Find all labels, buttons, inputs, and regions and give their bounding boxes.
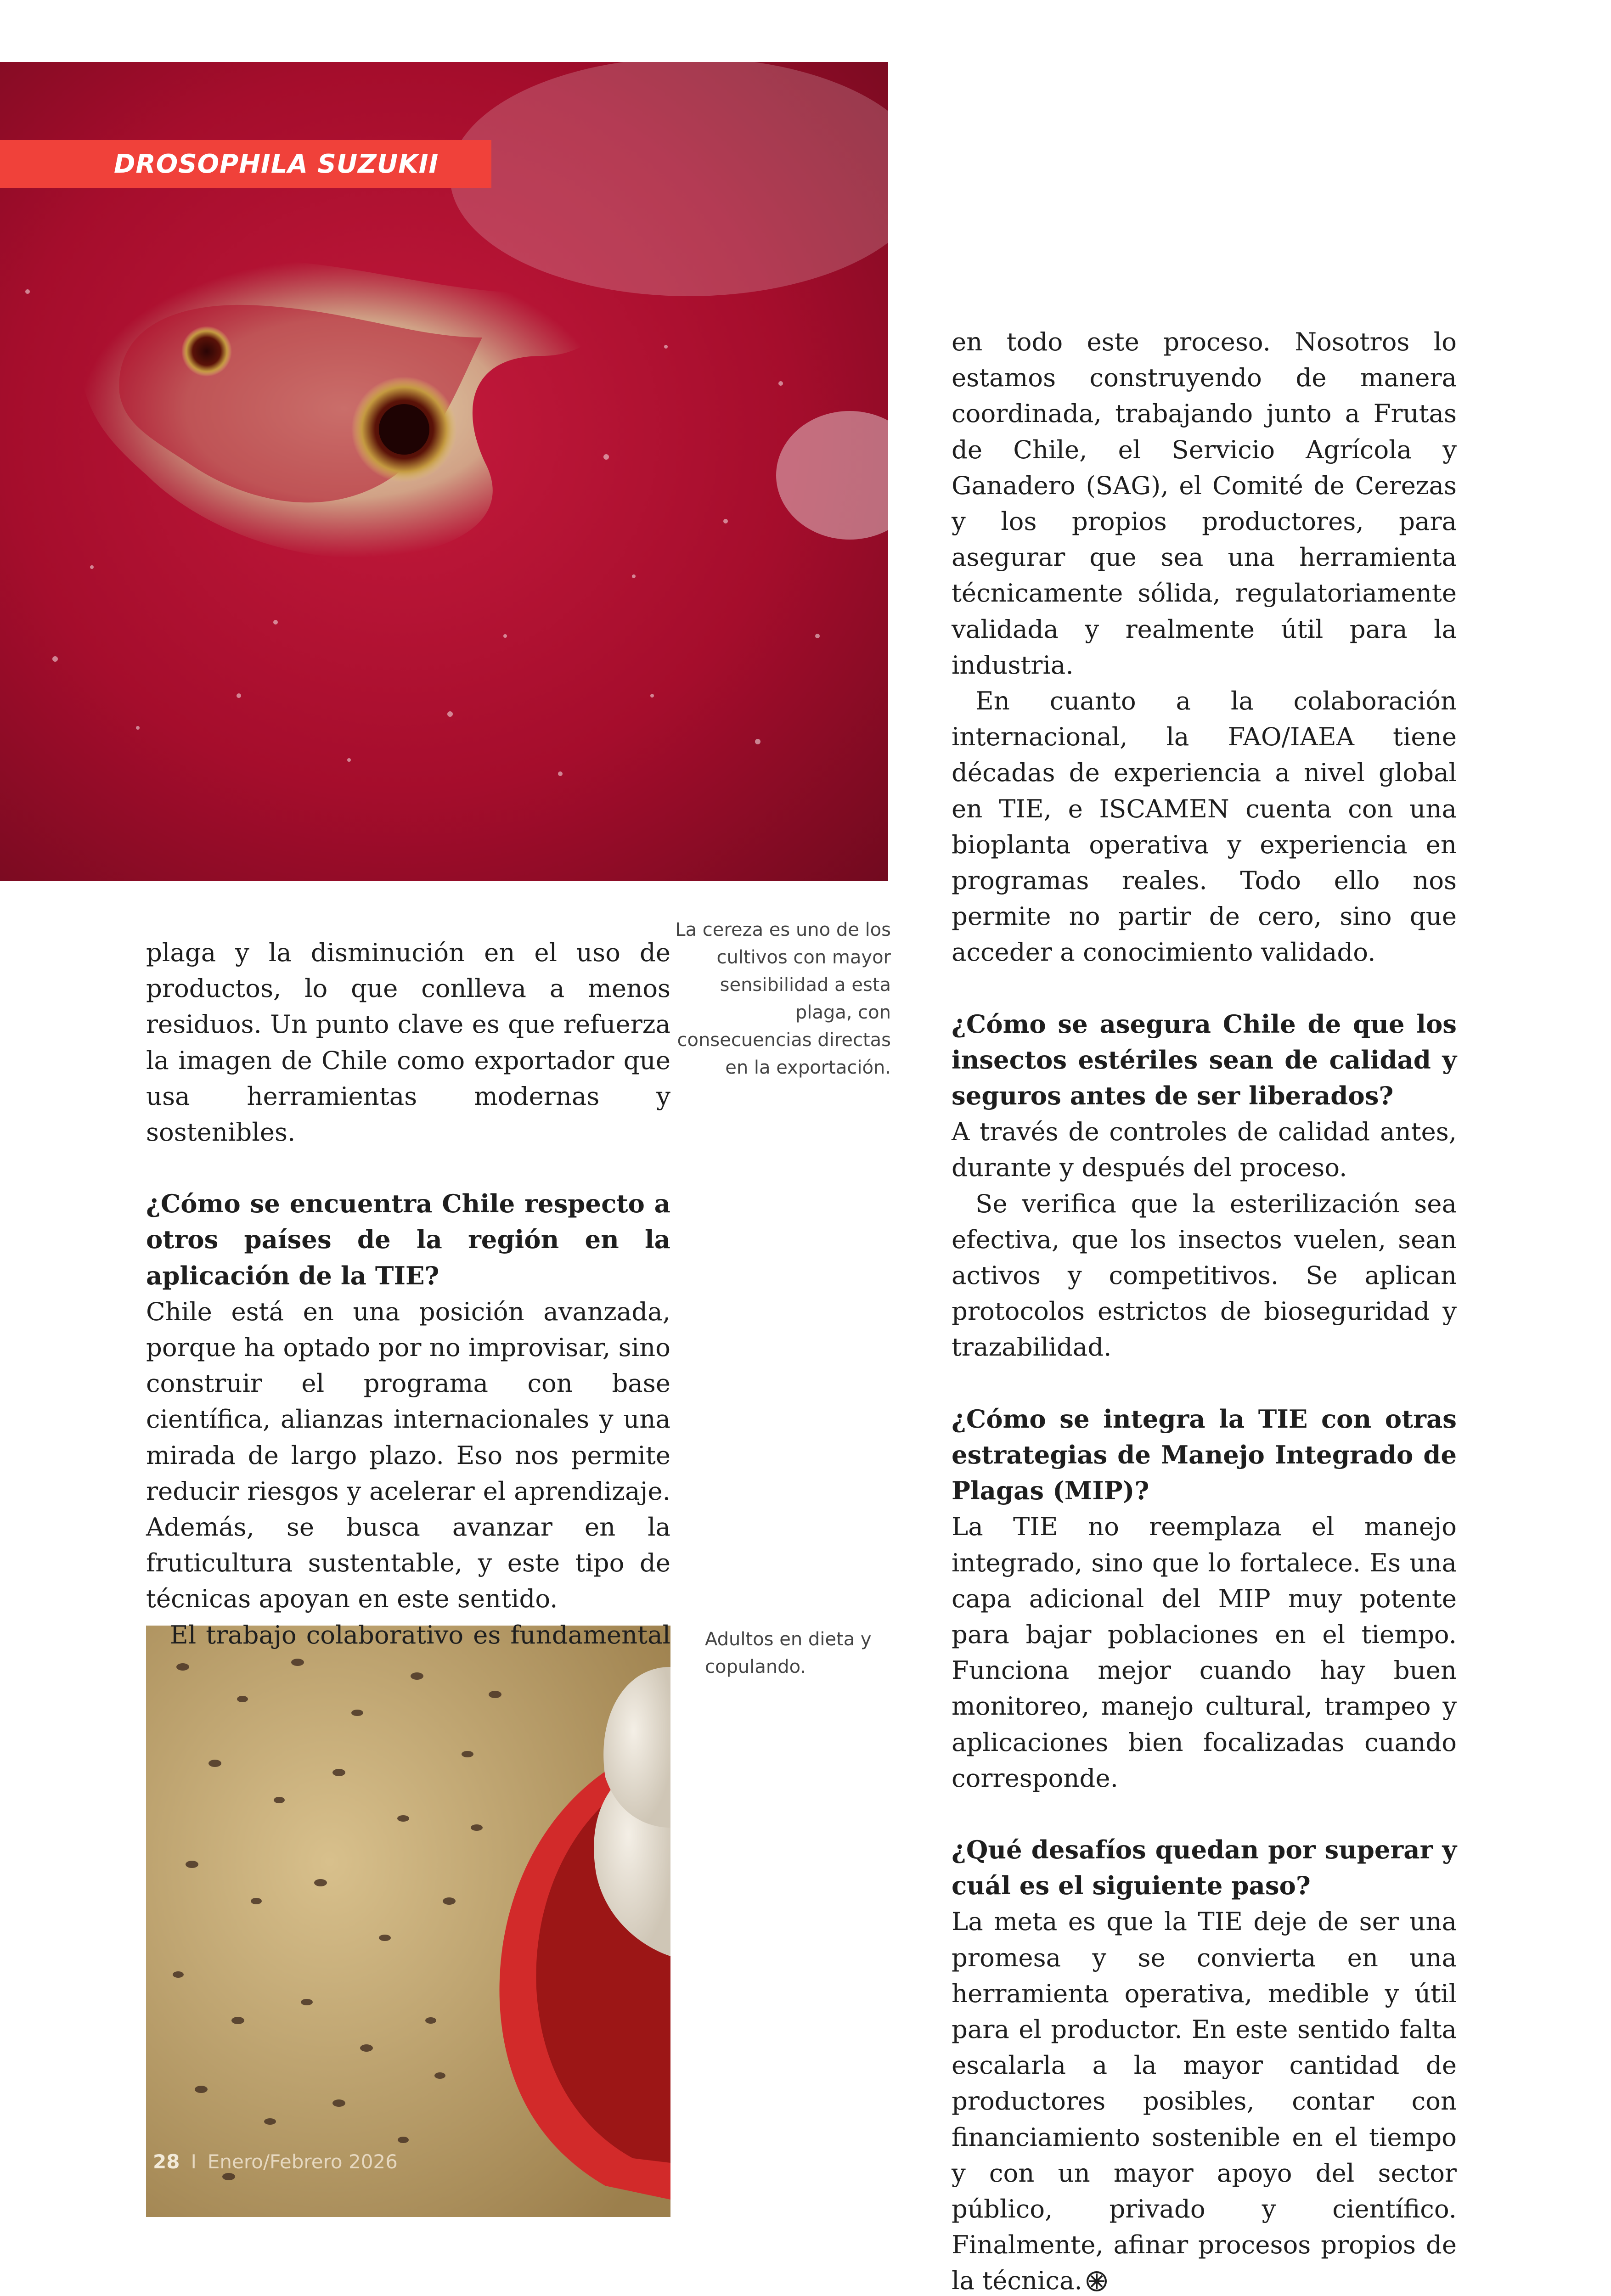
question-heading: ¿Qué desafíos quedan por superar y cuál es el siguiente paso?: [952, 1835, 1457, 1901]
cherry-photo-caption: La cereza es uno de los cultivos con mayor sensibilidad a esta plaga, con consecuencias directas en la exportación.: [675, 919, 891, 1078]
paragraph: Chile está en una posición avanzada, porque ha optado por no improvisar, sino construir el programa con base científica, alianzas internacionales y una mirada de largo plazo. Eso nos permite reducir riesgos y acelerar el aprendizaje. Además, se busca avanzar en la fruticultura sustentable, y este tipo de técnicas apoyan en este sentido.: [146, 1296, 670, 1614]
final-paragraph-text: La meta es que la TIE deje de ser una promesa y se convierta en una herramienta operativa, medible y útil para el productor. En este sentido falta escalarla a la mayor cantidad de productores posibles, contar con financiamiento sostenible en el tiempo y con un mayor apoyo del sector público, privado y científico. Finalmente, afinar procesos propios de la técnica.: [952, 1907, 1457, 2296]
question-heading: ¿Cómo se integra la TIE con otras estrategias de Manejo Integrado de Plagas (MIP)?: [952, 1404, 1457, 1506]
paragraph: En cuanto a la colaboración internacional, la FAO/IAEA tiene décadas de experiencia a nivel global en TIE, e ISCAMEN cuenta con una bioplanta operativa y experiencia en programas reales. Todo ello nos permite no partir de cero, sino que acceder a conocimiento validado.: [952, 686, 1457, 967]
paragraph: A través de controles de calidad antes, durante y después del proceso.: [952, 1117, 1457, 1182]
right-text-column: [952, 324, 1457, 2296]
end-mark-icon: [1086, 2271, 1107, 2292]
paragraph: plaga y la disminución en el uso de productos, lo que conlleva a menos residuos. Un punto clave es que refuerza la imagen de Chile como exportador que usa herramientas modernas y sostenibles.: [146, 938, 670, 1147]
left-text-column: [146, 934, 670, 1653]
flies-photo-caption: Adultos en dieta y copulando.: [705, 1629, 872, 1677]
paragraph: en todo este proceso. Nosotros lo estamos construyendo de manera coordinada, trabajando junto a Frutas de Chile, el Servicio Agrícola y Ganadero (SAG), el Comité de Cerezas y los propios productores, para asegurar que sea una herramienta técnicamente sólida, regulatoriamente validada y realmente útil para la industria.: [952, 327, 1457, 680]
paragraph: La TIE no reemplaza el manejo integrado, sino que lo fortalece. Es una capa adicional del MIP muy potente para bajar poblaciones en el tiempo. Funciona mejor cuando hay buen monitoreo, manejo cultural, trampeo y aplicaciones bien focalizadas cuando corresponde.: [952, 1512, 1457, 1793]
folio-separator: I: [191, 2150, 197, 2173]
paragraph: Se verifica que la esterilización sea efectiva, que los insectos vuelen, sean activos y competitivos. Se aplican protocolos estrictos de bioseguridad y trazabilidad.: [952, 1188, 1457, 1362]
page-folio: [153, 2149, 398, 2175]
question-heading: ¿Cómo se encuentra Chile respecto a otros países de la región en la aplicación de la TIE?: [146, 1189, 670, 1290]
question-heading: ¿Cómo se asegura Chile de que los insectos estériles sean de calidad y seguros antes de ser liberados?: [952, 1009, 1457, 1111]
section-tag: DROSOPHILA SUZUKII: [0, 140, 491, 188]
paragraph-final: [952, 1903, 1457, 2296]
page-number: 28: [153, 2150, 180, 2173]
flies-photo: [146, 1626, 670, 2217]
paragraph: El trabajo colaborativo es fundamental: [170, 1620, 670, 1649]
issue-date: Enero/Febrero 2026: [207, 2150, 398, 2173]
